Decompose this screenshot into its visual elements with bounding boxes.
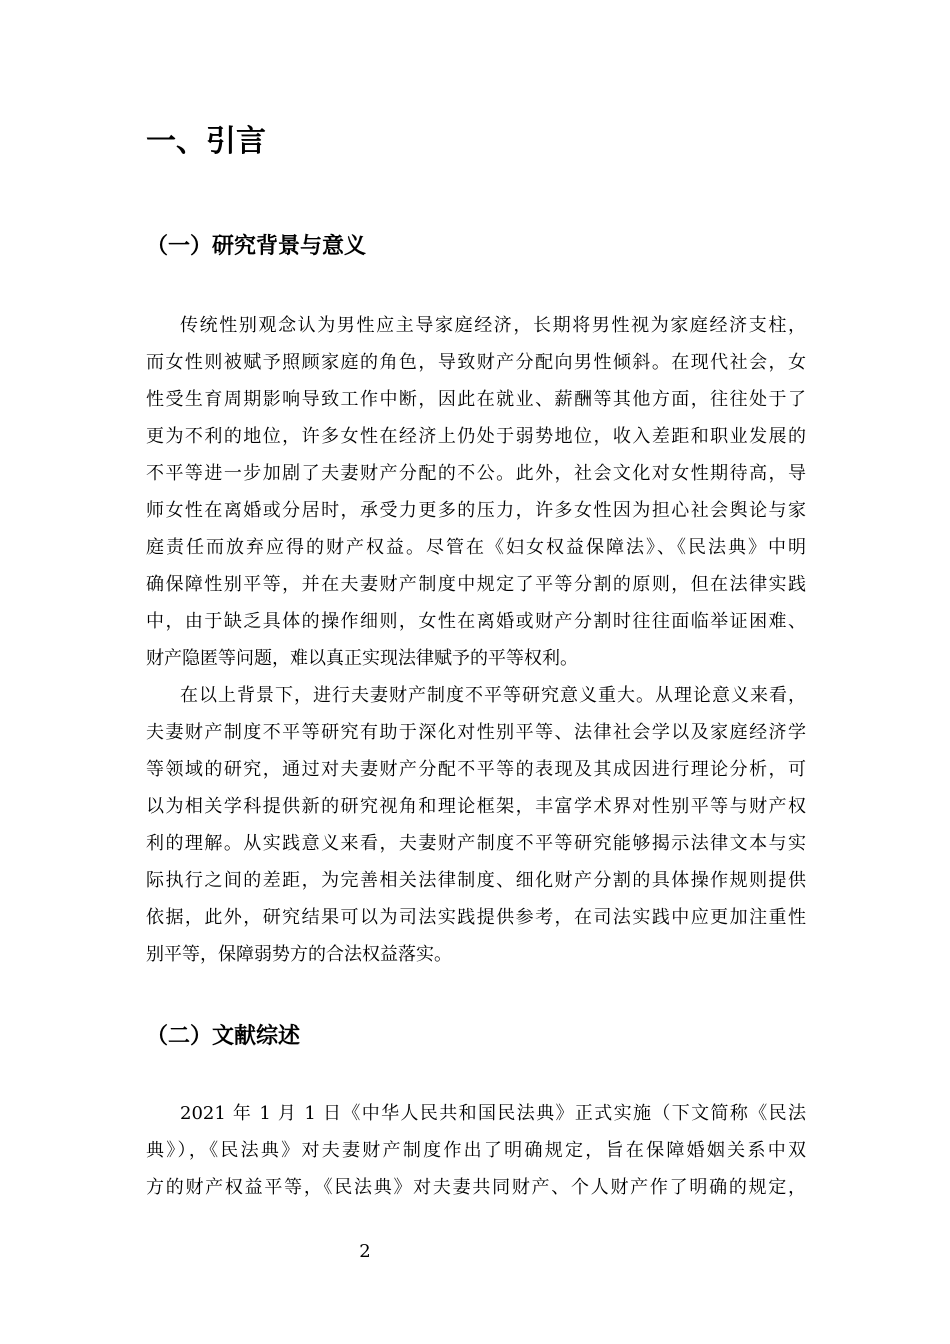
- paragraph-line: 传统性别观念认为男性应主导家庭经济，长期将男性视为家庭经济支柱，: [180, 315, 806, 336]
- paragraph-line: 中，由于缺乏具体的操作细则，女性在离婚或财产分割时往往面临举证困难、: [146, 611, 806, 632]
- paragraph-line: 夫妻财产制度不平等研究有助于深化对性别平等、法律社会学以及家庭经济学: [146, 722, 806, 743]
- paragraph-line: 依据，此外，研究结果可以为司法实践提供参考，在司法实践中应更加注重性: [146, 907, 806, 928]
- paragraph-line: 别平等，保障弱势方的合法权益落实。: [146, 944, 452, 965]
- paragraph-line: 2021 年 1 月 1 日《中华人民共和国民法典》正式实施（下文简称《民法: [180, 1103, 806, 1124]
- paragraph-line: 而女性则被赋予照顾家庭的角色，导致财产分配向男性倾斜。在现代社会，女: [146, 352, 806, 373]
- page-number: 2: [359, 1241, 371, 1262]
- paragraph-line: 不平等进一步加剧了夫妻财产分配的不公。此外，社会文化对女性期待高，导: [146, 463, 806, 484]
- section-heading-literature-review: （二）文献综述: [146, 1024, 301, 1049]
- paragraph-line: 确保障性别平等，并在夫妻财产制度中规定了平等分割的原则，但在法律实践: [146, 574, 806, 595]
- paragraph-line: 更为不利的地位，许多女性在经济上仍处于弱势地位，收入差距和职业发展的: [146, 426, 806, 447]
- paragraph-line: 庭责任而放弃应得的财产权益。尽管在《妇女权益保障法》、《民法典》中明: [146, 537, 806, 558]
- section-heading-research-background: （一）研究背景与意义: [146, 234, 367, 259]
- paragraph-line: 方的财产权益平等，《民法典》对夫妻共同财产、个人财产作了明确的规定，: [146, 1177, 806, 1198]
- paragraph-line: 际执行之间的差距，为完善相关法律制度、细化财产分割的具体操作规则提供: [146, 870, 806, 891]
- paragraph-line: 等领域的研究，通过对夫妻财产分配不平等的表现及其成因进行理论分析，可: [146, 759, 806, 780]
- paragraph-line: 典》），《民法典》对夫妻财产制度作出了明确规定，旨在保障婚姻关系中双: [146, 1140, 806, 1161]
- paragraph-line: 以为相关学科提供新的研究视角和理论框架，丰富学术界对性别平等与财产权: [146, 796, 806, 817]
- chapter-heading: 一、引言: [146, 124, 266, 159]
- paragraph-line: 财产隐匿等问题，难以真正实现法律赋予的平等权利。: [146, 648, 578, 669]
- paragraph-line: 性受生育周期影响导致工作中断，因此在就业、薪酬等其他方面，往往处于了: [146, 389, 806, 410]
- paragraph-line: 师女性在离婚或分居时，承受力更多的压力，许多女性因为担心社会舆论与家: [146, 500, 806, 521]
- paragraph-line: 利的理解。从实践意义来看，夫妻财产制度不平等研究能够揭示法律文本与实: [146, 833, 806, 854]
- paragraph-line: 在以上背景下，进行夫妻财产制度不平等研究意义重大。从理论意义来看，: [180, 685, 806, 706]
